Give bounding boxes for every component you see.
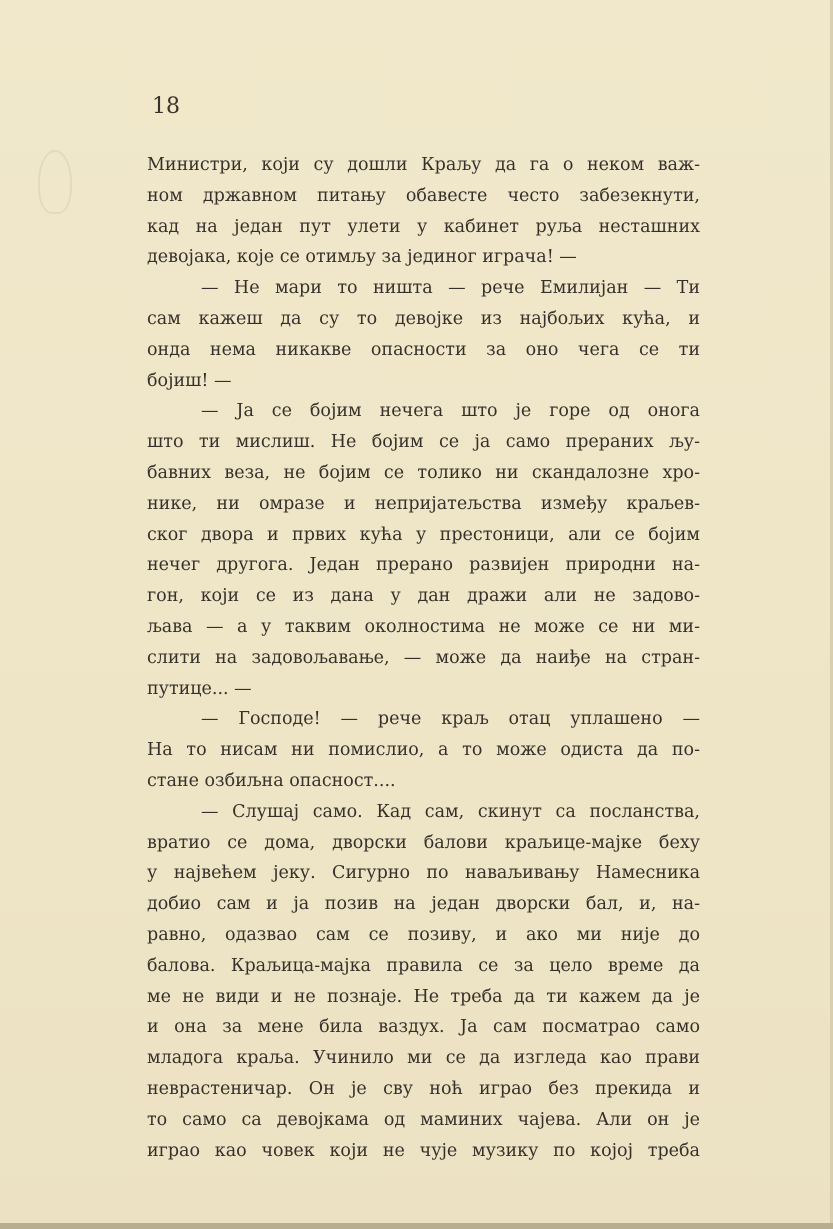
text-line: путице... — <box>147 678 252 699</box>
text-line: бавних веза, не бојим се толико ни скандалозне хро- <box>147 462 700 483</box>
text-line: — Слушај само. Кад сам, скинут са посланства, <box>201 801 700 822</box>
text-line: равно, одазвао сам се позиву, и ако ми није до <box>147 924 700 945</box>
text-line: сам кажеш да су то девојке из најбољих кућа, и <box>147 308 700 329</box>
text-line: добио сам и ја позив на један дворски бал, и, на- <box>147 894 700 915</box>
text-line: — Ја се бојим нечега што је горе од онога <box>201 401 700 422</box>
text-line: онда нема никакве опасности за оно чега се ти <box>147 339 700 360</box>
text-line: кад на један пут улети у кабинет руља несташних <box>147 216 700 237</box>
text-line: играо као човек који не чује музику по којој треба <box>147 1140 700 1161</box>
text-line: и она за мене била ваздух. Ја сам посматрао само <box>147 1017 700 1038</box>
text-line: вратио се дома, дворски балови краљице-мајке беху <box>147 832 700 853</box>
text-line: ме не види и не познаје. Не треба да ти кажем да је <box>147 986 700 1007</box>
text-line: нечег другога. Један прерано развијен природни на- <box>147 555 700 576</box>
text-line: ном државном питању обавесте често забезекнути, <box>147 185 700 206</box>
ink-show-through-mark <box>38 150 72 214</box>
text-line: у највећем јеку. Сигурно по наваљивању Намесника <box>147 863 700 884</box>
page-number: 18 <box>152 94 180 119</box>
text-line: — Не мари то ништа — рече Емилијан — Ти <box>201 278 700 299</box>
text-line: бојиш! — <box>147 370 232 391</box>
text-line: Министри, који су дошли Краљу да га о неком важ- <box>147 155 700 175</box>
text-line: На то нисам ни помислио, а то може одиста да по- <box>147 740 700 761</box>
text-line: нике, ни омразе и непријатељства између краљев- <box>147 493 700 514</box>
text-line: ског двора и првих кућа у престоници, али се бојим <box>147 524 700 545</box>
text-line: љава — а у таквим околностима не може се ни ми- <box>147 616 700 637</box>
text-line: слити на задовољавање, — може да наиђе на стран- <box>147 647 700 668</box>
text-line: младога краља. Учинило ми се да изгледа као прави <box>147 1048 700 1069</box>
text-line: девојака, које се отимљу за јединог играча! — <box>147 247 577 268</box>
text-line: балова. Краљица-мајка правила се за цело време да <box>147 955 700 976</box>
body-text <box>147 150 700 1166</box>
text-line: — Господе! — рече краљ отац уплашено — <box>201 709 700 730</box>
text-line: неврастеничар. Он је сву ноћ играо без прекида и <box>147 1078 700 1099</box>
text-line: што ти мислиш. Не бојим се ја само прераних љу- <box>147 432 700 453</box>
text-line: стане озбиљна опасност.... <box>147 770 396 791</box>
text-line: гон, који се из дана у дан дражи али не задово- <box>147 586 700 607</box>
scan-bottom-edge <box>0 1223 833 1229</box>
text-line: то само са девојкама од маминих чајева. Али он је <box>147 1109 700 1130</box>
